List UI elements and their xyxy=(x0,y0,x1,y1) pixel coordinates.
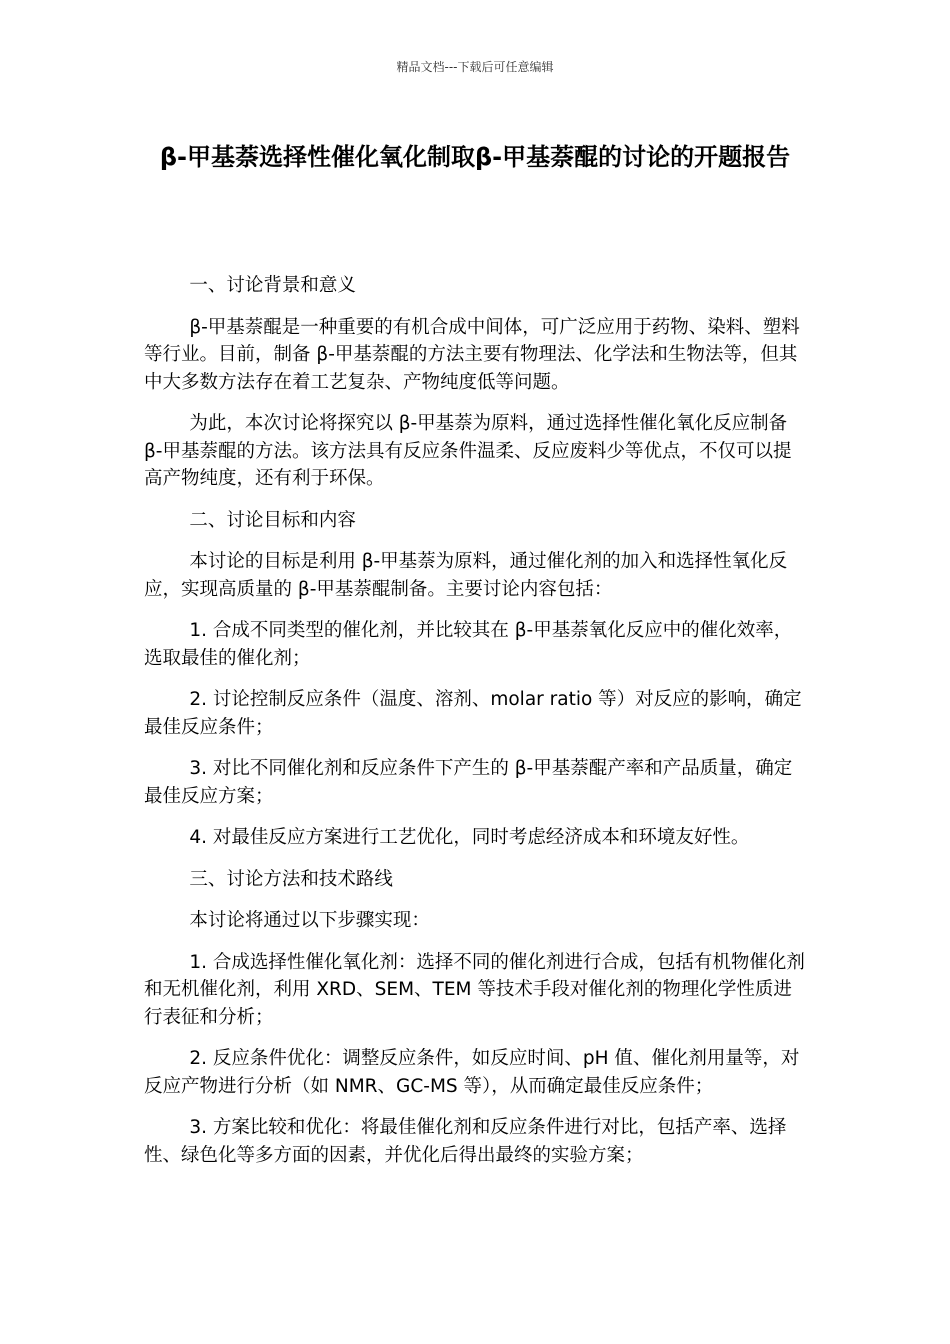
paragraph: 为此，本次讨论将探究以 β-甲基萘为原料，通过选择性催化氧化反应制备 β-甲基萘醌的方法。该方法具有反应条件温柔、反应废料少等优点，不仅可以提高产物纯度，还有利于环保。 xyxy=(144,413,792,489)
list-item: 1. 合成选择性催化氧化剂：选择不同的催化剂进行合成，包括有机物催化剂和无机催化剂，利用 XRD、SEM、TEM 等技术手段对催化剂的物理化学性质进行表征和分析； xyxy=(144,951,805,1028)
list-item: 3. 对比不同催化剂和反应条件下产生的 β-甲基萘醌产率和产品质量，确定最佳反应方案； xyxy=(144,758,793,807)
list-item: 3. 方案比较和优化：将最佳催化剂和反应条件进行对比，包括产率、选择性、绿色化等多方面的因素，并优化后得出最终的实验方案； xyxy=(144,1117,787,1166)
list-item: 2. 讨论控制反应条件（温度、溶剂、molar ratio 等）对反应的影响，确定最佳反应条件； xyxy=(144,689,802,738)
section-heading-methods: 三、讨论方法和技术路线 xyxy=(189,868,393,890)
section-heading-background: 一、讨论背景和意义 xyxy=(189,275,356,296)
list-item: 4. 对最佳反应方案进行工艺优化，同时考虑经济成本和环境友好性。 xyxy=(189,827,750,848)
section-heading-goals: 二、讨论目标和内容 xyxy=(189,509,356,531)
page-header: 精品文档---下载后可任意编辑 xyxy=(396,60,554,74)
paragraph: 本讨论将通过以下步骤实现： xyxy=(189,910,430,931)
document-body xyxy=(144,272,808,1183)
paragraph: 本讨论的目标是利用 β-甲基萘为原料，通过催化剂的加入和选择性氧化反应，实现高质量的 β-甲基萘醌制备。主要讨论内容包括： xyxy=(144,551,788,600)
paragraph: β-甲基萘醌是一种重要的有机合成中间体，可广泛应用于药物、染料、塑料等行业。目前，制备 β-甲基萘醌的方法主要有物理法、化学法和生物法等，但其中大多数方法存在着工艺复杂、产物纯度低等问题。 xyxy=(144,316,800,393)
list-item: 1. 合成不同类型的催化剂，并比较其在 β-甲基萘氧化反应中的催化效率，选取最佳的催化剂； xyxy=(144,620,793,669)
document-title: β-甲基萘选择性催化氧化制取β-甲基萘醌的讨论的开题报告 xyxy=(159,143,791,171)
list-item: 2. 反应条件优化：调整反应条件，如反应时间、pH 值、催化剂用量等，对反应产物进行分析（如 NMR、GC-MS 等），从而确定最佳反应条件； xyxy=(144,1048,800,1097)
